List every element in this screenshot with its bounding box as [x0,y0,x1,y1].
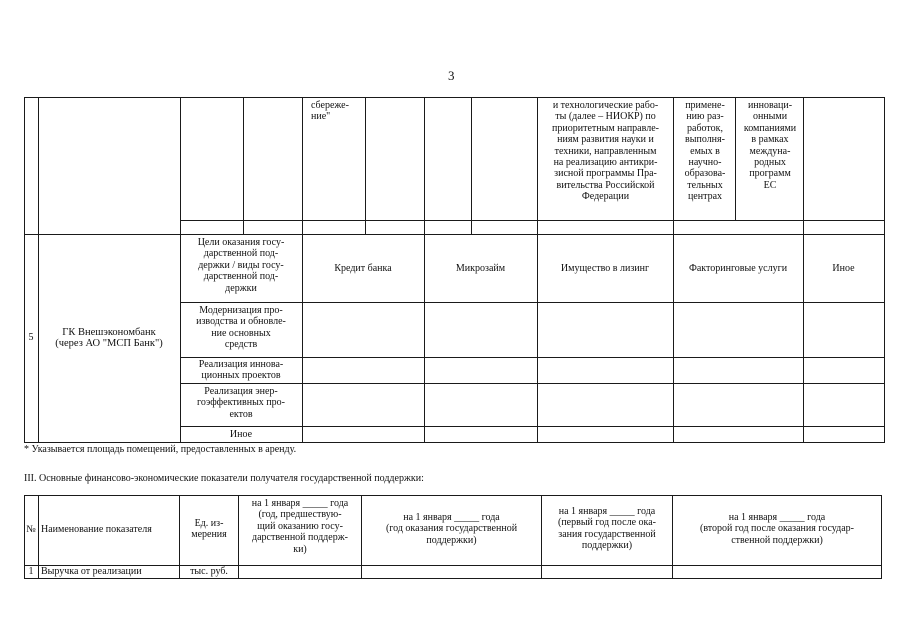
col-header-unit: Ед. из- мерения [191,518,227,541]
table-row-indicator: Выручка от реализации [41,566,142,577]
goal-other: Иное [229,429,253,440]
support-type-factoring: Факторинговые услуги [688,263,788,274]
support-type-microloan: Микрозайм [455,263,506,274]
goals-header: Цели оказания госу- дарственной под- держки / виды госу- дарственной под- держки [197,237,285,294]
support-type-leasing: Имущество в лизинг [560,263,650,274]
goal-modernization: Модернизация про- изводства и обновле- ние основных средств [196,305,286,351]
col-header-second-year-after: на 1 января _____ года (второй год после оказания государ- ственной поддержки) [700,512,854,546]
support-type-bank-credit: Кредит банка [334,263,392,274]
organization-name: ГК Внешэкономбанк (через АО "МСП Банк") [55,327,163,350]
goal-energy-efficiency: Реализация энер- гоэффективных про- ектов [197,386,285,420]
cell-cont-niokr: и технологические рабо- ты (далее – НИОКР) по приоритетным направле- ниям развития науки и техники, направленным на реализацию антикри- зисной программы Пра- вительства Российской Федерации [552,100,659,203]
cell-cont-innovation: инноваци- онными компаниями в рамках междуна- родных программ ЕС [743,100,797,191]
col-header-year-before: на 1 января _____ года (год, предшествую- щий оказанию госу- дарственной поддерж- ки) [251,498,349,555]
cell-cont-application: примене- нию раз- работок, выполня- емых в научно- образова- тельных центрах [684,100,726,203]
col-header-first-year-after: на 1 января _____ года (первый год после ока- зания государственной поддержки) [557,506,656,552]
col-header-year-of-support: на 1 января _____ года (год оказания государственной поддержки) [385,512,518,546]
footnote: * Указывается площадь помещений, предоставленных в аренду. [24,444,297,455]
cell-cont-energy-saving: сбереже- ние" [311,100,349,123]
goal-innovation-projects: Реализация иннова- ционных проектов [198,359,284,382]
col-header-number: № [26,524,36,535]
table-row-number: 1 [28,566,34,577]
table-row-unit: тыс. руб. [190,566,228,577]
section-3-title: III. Основные финансово-экономические показатели получателя государственной поддержки: [24,473,424,484]
page-number: 3 [448,68,455,83]
support-type-other: Иное [832,263,855,274]
row-number: 5 [28,332,34,343]
col-header-indicator: Наименование показателя [41,524,152,535]
